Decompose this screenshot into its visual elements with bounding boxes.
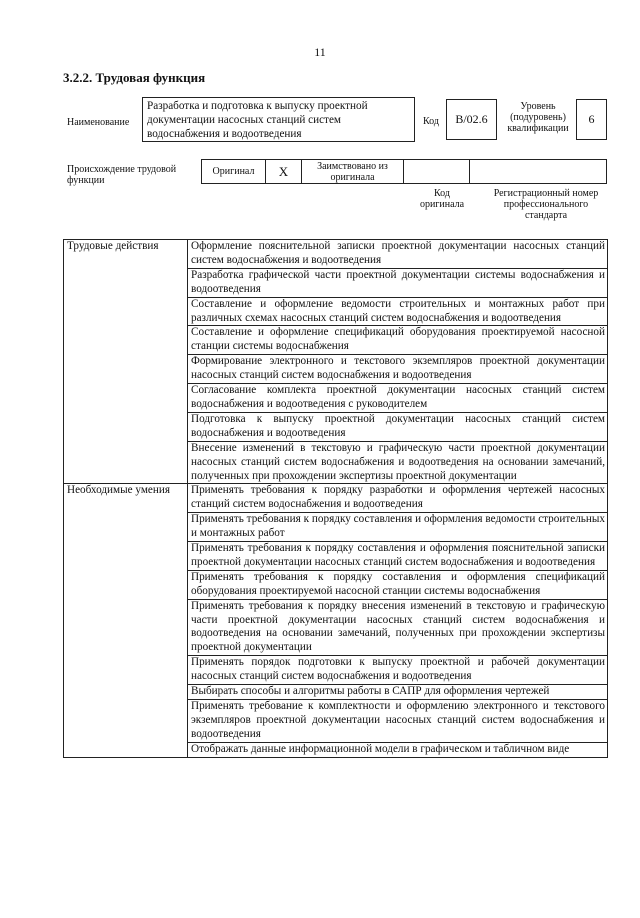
name-label: Наименование: [67, 117, 130, 128]
item-cell: Внесение изменений в текстовую и графическую части проектной документации насосных станций систем водоснабжения и водоотведения на основании замечаний, полученных при прохождении экспертизы проектной документации: [188, 441, 608, 484]
item-cell: Применять требование к комплектности и оформлению электронного и текстового экземпляров проектной документации насосных станций систем водоснабжения и водоотведения: [188, 700, 608, 743]
table-row: [64, 484, 608, 513]
origin-row: [201, 159, 607, 184]
function-details-table: [63, 239, 608, 758]
item-cell: Отображать данные информационной модели в графическом и табличном виде: [188, 742, 608, 757]
code-value: B/02.6: [446, 99, 497, 140]
item-cell: Применять требования к порядку разработки и оформления чертежей насосных станций систем водоснабжения и водоотведения: [188, 484, 608, 513]
page-number: 11: [314, 45, 326, 59]
level-label-line3: квалификации: [507, 123, 569, 134]
level-value: 6: [576, 99, 607, 140]
item-cell: Выбирать способы и алгоритмы работы в САПР для оформления чертежей: [188, 685, 608, 700]
item-cell: Подготовка к выпуску проектной документации насосных станций систем водоснабжения и водоотведения: [188, 412, 608, 441]
code-label: Код: [423, 116, 439, 127]
borrowed-label: Заимствовано из оригинала: [302, 160, 404, 183]
reg-number-cell: [470, 160, 606, 183]
code-original-caption: Код оригинала: [419, 188, 465, 210]
item-cell: Применять порядок подготовки к выпуску проектной и рабочей документации насосных станций систем водоснабжения и водоотведения: [188, 656, 608, 685]
item-cell: Составление и оформление спецификаций оборудования проектируемой насосной станции системы водоснабжения: [188, 326, 608, 355]
item-cell: Согласование комплекта проектной документации насосных станций систем водоснабжения и водоотведения с руководителем: [188, 384, 608, 413]
original-label: Оригинал: [202, 160, 266, 183]
item-cell: Применять требования к порядку составления и оформления пояснительной записки проектной документации насосных станций систем водоснабжения и водоотведения: [188, 542, 608, 571]
function-name-box: Разработка и подготовка к выпуску проектной документации насосных станций систем водоснабжения и водоотведения: [142, 97, 415, 142]
reg-number-caption: Регистрационный номер профессионального стандарта: [493, 188, 599, 221]
category-cell: Необходимые умения: [64, 484, 188, 757]
level-label: [502, 101, 574, 134]
item-cell: Разработка графической части проектной документации системы водоснабжения и водоотведения: [188, 268, 608, 297]
item-cell: Оформление пояснительной записки проектной документации насосных станций систем водоснабжения и водоотведения: [188, 240, 608, 269]
item-cell: Применять требования к порядку составления и оформления ведомости строительных и монтажных работ: [188, 513, 608, 542]
original-mark: X: [266, 160, 302, 183]
category-cell: Трудовые действия: [64, 240, 188, 484]
item-cell: Формирование электронного и текстового экземпляров проектной документации насосных станций систем водоснабжения и водоотведения: [188, 355, 608, 384]
level-label-line1: Уровень: [520, 101, 556, 112]
origin-label: Происхождение трудовой функции: [67, 164, 177, 186]
item-cell: Составление и оформление ведомости строительных и монтажных работ при различных схемах насосных станций систем водоснабжения и водоотведения: [188, 297, 608, 326]
level-label-line2: (подуровень): [510, 112, 566, 123]
section-title: 3.2.2. Трудовая функция: [63, 70, 206, 85]
item-cell: Применять требования к порядку внесения изменений в текстовую и графическую части проектной документации насосных станций систем водоснабжения и водоотведения на основании замечаний, полученных при прохождении экспертизы проектной документации: [188, 599, 608, 656]
item-cell: Применять требования к порядку составления и оформления спецификаций оборудования проектируемой насосной станции системы водоснабжения: [188, 570, 608, 599]
code-original-cell: [404, 160, 470, 183]
table-row: [64, 240, 608, 269]
